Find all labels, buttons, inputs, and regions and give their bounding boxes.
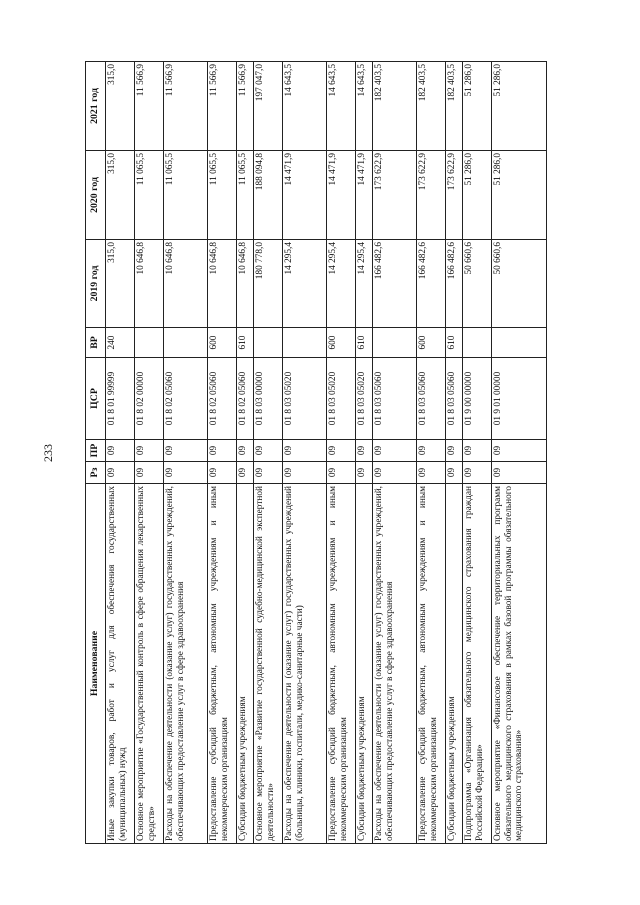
header-rz: Рз — [86, 462, 106, 484]
row-pr-cell: 09 — [446, 440, 463, 462]
row-pr-cell: 09 — [373, 440, 417, 462]
row-2019-cell: 10 646,8 — [208, 240, 237, 328]
row-2021-cell: 11 566,9 — [208, 62, 237, 151]
row-csr-cell: 01 8 02 05060 — [237, 358, 254, 440]
table-row — [135, 62, 164, 844]
row-2021-cell: 14 643,5 — [283, 62, 327, 151]
row-vr-cell: 610 — [446, 328, 463, 358]
row-2021-cell: 315,0 — [106, 62, 135, 151]
row-name-cell: Субсидии бюджетным учреждениям — [356, 484, 373, 844]
row-rz-cell: 09 — [135, 462, 164, 484]
header-2019: 2019 год — [86, 240, 106, 328]
row-2021-cell: 182 403,5 — [446, 62, 463, 151]
row-csr-cell: 01 8 03 05020 — [327, 358, 356, 440]
header-2020: 2020 год — [86, 151, 106, 240]
row-2019-cell: 14 295,4 — [327, 240, 356, 328]
row-2021-cell: 182 403,5 — [373, 62, 417, 151]
row-csr-cell: 01 8 03 05020 — [356, 358, 373, 440]
row-csr-cell: 01 8 02 05060 — [164, 358, 208, 440]
row-2020-cell: 11 065,5 — [208, 151, 237, 240]
row-vr-cell — [492, 328, 547, 358]
row-csr-cell: 01 8 03 05060 — [417, 358, 446, 440]
budget-table — [85, 61, 547, 844]
row-2019-cell: 166 482,6 — [446, 240, 463, 328]
row-vr-cell: 600 — [327, 328, 356, 358]
row-rz-cell: 09 — [237, 462, 254, 484]
row-pr-cell: 09 — [463, 440, 492, 462]
header-vr: ВР — [86, 328, 106, 358]
row-pr-cell: 09 — [492, 440, 547, 462]
row-2021-cell: 182 403,5 — [417, 62, 446, 151]
table-row — [373, 62, 417, 844]
row-name-cell: Субсидии бюджетным учреждениям — [237, 484, 254, 844]
row-pr-cell: 09 — [237, 440, 254, 462]
row-2020-cell: 11 065,5 — [164, 151, 208, 240]
header-csr: ЦСР — [86, 358, 106, 440]
table-row — [283, 62, 327, 844]
row-2020-cell: 173 622,9 — [373, 151, 417, 240]
page-number: 233 — [41, 444, 55, 462]
row-2020-cell: 11 065,5 — [135, 151, 164, 240]
row-pr-cell: 09 — [417, 440, 446, 462]
row-pr-cell: 09 — [164, 440, 208, 462]
row-2019-cell: 14 295,4 — [356, 240, 373, 328]
table-row — [446, 62, 463, 844]
row-rz-cell: 09 — [492, 462, 547, 484]
row-2020-cell: 11 065,5 — [237, 151, 254, 240]
row-2019-cell: 10 646,8 — [164, 240, 208, 328]
row-rz-cell: 09 — [373, 462, 417, 484]
row-2021-cell: 14 643,5 — [327, 62, 356, 151]
header-row — [86, 62, 106, 844]
row-2019-cell: 166 482,6 — [373, 240, 417, 328]
row-2019-cell: 10 646,8 — [135, 240, 164, 328]
row-name-cell: Расходы на обеспечение деятельности (оказание услуг) государственных учреждений, обеспечивающих предоставление услуг в сфере здравоохранения — [164, 484, 208, 844]
row-csr-cell: 01 8 02 05060 — [208, 358, 237, 440]
table-row — [463, 62, 492, 844]
row-2021-cell: 11 566,9 — [135, 62, 164, 151]
row-2021-cell: 51 286,0 — [492, 62, 547, 151]
table-row — [327, 62, 356, 844]
row-2019-cell: 10 646,8 — [237, 240, 254, 328]
table-row — [356, 62, 373, 844]
row-2019-cell: 14 295,4 — [283, 240, 327, 328]
table-row — [164, 62, 208, 844]
row-name-cell: Предоставление субсидий бюджетным, автономным учреждениям и иным некоммерческим организациям — [327, 484, 356, 844]
row-csr-cell: 01 8 02 00000 — [135, 358, 164, 440]
row-name-cell: Основное мероприятие «Развитие государственной судебно-медицинской экспертной деятельности» — [254, 484, 283, 844]
row-2021-cell: 197 047,0 — [254, 62, 283, 151]
row-rz-cell: 09 — [208, 462, 237, 484]
row-2021-cell: 11 566,9 — [164, 62, 208, 151]
row-rz-cell: 09 — [446, 462, 463, 484]
row-2020-cell: 173 622,9 — [417, 151, 446, 240]
row-csr-cell: 01 9 01 00000 — [492, 358, 547, 440]
row-2019-cell: 180 778,0 — [254, 240, 283, 328]
row-name-cell: Основное мероприятие «Государственный контроль в сфере обращения лекарственных средств» — [135, 484, 164, 844]
row-2020-cell: 14 471,9 — [356, 151, 373, 240]
row-vr-cell — [283, 328, 327, 358]
row-csr-cell: 01 8 03 05060 — [373, 358, 417, 440]
row-vr-cell: 600 — [417, 328, 446, 358]
row-csr-cell: 01 8 03 00000 — [254, 358, 283, 440]
row-vr-cell: 610 — [356, 328, 373, 358]
table-row — [106, 62, 135, 844]
table-row — [237, 62, 254, 844]
row-vr-cell — [254, 328, 283, 358]
row-2019-cell: 315,0 — [106, 240, 135, 328]
row-name-cell: Основное мероприятие «Финансовое обеспечение территориальных программ обязательного медицинского страхования в рамках базовой программы обязательного медицинского страхования» — [492, 484, 547, 844]
row-2020-cell: 51 286,0 — [492, 151, 547, 240]
row-2019-cell: 166 482,6 — [417, 240, 446, 328]
row-pr-cell: 09 — [283, 440, 327, 462]
row-vr-cell: 600 — [208, 328, 237, 358]
row-csr-cell: 01 8 01 99999 — [106, 358, 135, 440]
row-rz-cell: 09 — [463, 462, 492, 484]
row-vr-cell — [164, 328, 208, 358]
row-pr-cell: 09 — [254, 440, 283, 462]
row-csr-cell: 01 8 03 05020 — [283, 358, 327, 440]
row-2021-cell: 14 643,5 — [356, 62, 373, 151]
row-rz-cell: 09 — [417, 462, 446, 484]
row-2020-cell: 315,0 — [106, 151, 135, 240]
table-row — [208, 62, 237, 844]
row-2020-cell: 14 471,9 — [327, 151, 356, 240]
row-2020-cell: 51 286,0 — [463, 151, 492, 240]
row-pr-cell: 09 — [106, 440, 135, 462]
row-csr-cell: 01 8 03 05060 — [446, 358, 463, 440]
row-2021-cell: 51 286,0 — [463, 62, 492, 151]
row-2020-cell: 173 622,9 — [446, 151, 463, 240]
row-name-cell: Расходы на обеспечение деятельности (оказание услуг) государственных учреждений, обеспечивающих предоставление услуг в сфере здравоохранения — [373, 484, 417, 844]
row-2019-cell: 50 660,6 — [492, 240, 547, 328]
rotated-table-container — [85, 62, 545, 844]
row-rz-cell: 09 — [254, 462, 283, 484]
row-rz-cell: 09 — [164, 462, 208, 484]
row-name-cell: Предоставление субсидий бюджетным, автономным учреждениям и иным некоммерческим организациям — [208, 484, 237, 844]
row-name-cell: Иные закупки товаров, работ и услуг для обеспечения государственных (муниципальных) нужд — [106, 484, 135, 844]
row-rz-cell: 09 — [356, 462, 373, 484]
table-row — [417, 62, 446, 844]
row-vr-cell — [463, 328, 492, 358]
row-vr-cell: 610 — [237, 328, 254, 358]
header-2021: 2021 год — [86, 62, 106, 151]
table-row — [492, 62, 547, 844]
row-vr-cell — [373, 328, 417, 358]
row-2019-cell: 50 660,6 — [463, 240, 492, 328]
row-name-cell: Предоставление субсидий бюджетным, автономным учреждениям и иным некоммерческим организациям — [417, 484, 446, 844]
row-rz-cell: 09 — [106, 462, 135, 484]
row-pr-cell: 09 — [135, 440, 164, 462]
row-rz-cell: 09 — [283, 462, 327, 484]
row-vr-cell: 240 — [106, 328, 135, 358]
table-row — [254, 62, 283, 844]
row-2020-cell: 188 094,8 — [254, 151, 283, 240]
row-name-cell: Расходы на обеспечение деятельности (оказание услуг) государственных учреждений (больницы, клиники, госпитали, медико-санитарные части) — [283, 484, 327, 844]
row-pr-cell: 09 — [208, 440, 237, 462]
row-name-cell: Подпрограмма «Организация обязательного медицинского страхования граждан Российской Федерации» — [463, 484, 492, 844]
row-2020-cell: 14 471,9 — [283, 151, 327, 240]
row-pr-cell: 09 — [356, 440, 373, 462]
header-name: Наименование — [86, 484, 106, 844]
row-vr-cell — [135, 328, 164, 358]
row-2021-cell: 11 566,9 — [237, 62, 254, 151]
row-name-cell: Субсидии бюджетным учреждениям — [446, 484, 463, 844]
row-rz-cell: 09 — [327, 462, 356, 484]
row-csr-cell: 01 9 00 00000 — [463, 358, 492, 440]
row-pr-cell: 09 — [327, 440, 356, 462]
header-pr: ПР — [86, 440, 106, 462]
